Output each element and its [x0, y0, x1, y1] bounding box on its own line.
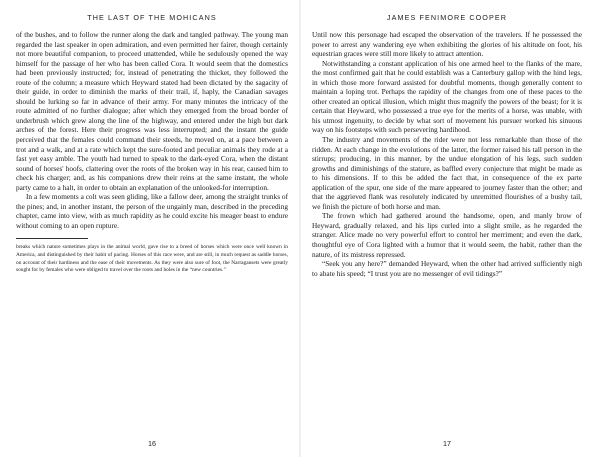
paragraph: Until now this personage had escaped the observation of the travelers. If he possessed the power to arrest any wandering eye when exhibiting the glories of his altitude on foot, his equestrian graces were still more likely to attract attention. [312, 30, 582, 59]
running-head-right: JAMES FENIMORE COOPER [386, 13, 508, 22]
footnote-rule [16, 238, 88, 239]
paragraph: Notwithstanding a constant application of his one armed heel to the flanks of the mare, the most confirmed gait that he could establish was a Canterbury gallop with the hind legs, in which those more forward assisted for doubtful moments, though generally content to maintain a loping trot. Perhaps the rapidity of the changes from one of these paces to the other created an optical illusion, which might thus magnify the powers of the beast; for it is certain that Heyward, who possessed a true eye for the merits of a horse, was unable, with his utmost ingenuity, to decide by what sort of movement his pursuer worked his sinuous way on his footsteps with such persevering hardihood. [312, 58, 582, 135]
page-number-left: 16 [148, 439, 156, 448]
paragraph: In a few moments a colt was seen gliding, like a fallow deer, among the straight trunks of the pines; and, in another instant, the person of the ungainly man, described in the preceding chapter, came into view, with as much rapidity as he could excite his meager beast to endure without coming to an open rupture. [16, 192, 288, 230]
left-body-text [16, 30, 288, 230]
paragraph: “Seek you any here?” demanded Heyward, when the other had arrived sufficiently nigh to abate his speed; “I trust you are no messenger of evil tidings?” [312, 259, 582, 278]
paragraph: The industry and movements of the rider were not less remarkable than those of the ridden. At each change in the evolutions of the latter, the former raised his tall person in the stirrups; producing, in this manner, by the undue elongation of his legs, such sudden growths and diminishings of the stature, as baffled every conjecture that might be made as to his dimensions. If to this be added the fact that, in consequence of the ex parte application of the spur, one side of the mare appeared to journey faster than the other; and that the aggrieved flank was resolutely indicated by unremitted flourishes of a bushy tail, we finish the picture of both horse and man. [312, 135, 582, 211]
page-number-right: 17 [443, 439, 451, 448]
paragraph: of the bushes, and to follow the runner along the dark and tangled pathway. The young man regarded the last speaker in open admiration, and even permitted her fairer, though certainly not more beautiful companion, to proceed unattended, while he sedulously opened the way himself for the passage of her who has been called Cora. It would seem that the domestics had been previously instructed; for, instead of penetrating the thicket, they followed the route of the column; a measure which Heyward stated had been dictated by the sagacity of their guide, in order to diminish the marks of their trail, if, haply, the Canadian savages should be lurking so far in advance of their army. For many minutes the intricacy of the route admitted of no further dialogue; after which they emerged from the broad border of underbrush which grew along the line of the highway, and entered under the high but dark arches of the forest. Here their progress was less interrupted; and the instant the guide perceived that the females could command their steeds, he moved on, at a pace between a trot and a walk, and at a rate which kept the sure-footed and peculiar animals they rode at a fast yet easy amble. The youth had turned to speak to the dark-eyed Cora, when the distant sound of horses' hoofs, clattering over the roots of the broken way in his rear, caused him to check his charger; and, as his companions drew their reins at the same instant, the whole party came to a halt, in order to obtain an explanation of the unlooked-for interruption. [16, 30, 288, 192]
paragraph: The frown which had gathered around the handsome, open, and manly brow of Heyward, gradually relaxed, and his lips curled into a slight smile, as he regarded the stranger. Alice made no very powerful effort to control her merriment; and even the dark, thoughtful eye of Cora lighted with a humor that it would seem, the habit, rather than the nature, of its mistress repressed. [312, 211, 582, 259]
right-page [300, 0, 600, 457]
right-body-text [312, 30, 582, 278]
footnote: breaks which nature sometimes plays in the animal world, gave rise to a breed of horses which were once well known in America, and distinguished by their habit of pacing. Horses of this race were, and are still, in much request as saddle horses, on account of their hardiness and the ease of their movements. As they were also sure of foot, the Narragansets were greatly sought for by females who were obliged to travel over the roots and holes in the “new countries.” [16, 244, 288, 274]
running-head-left: THE LAST OF THE MOHICANS [87, 13, 217, 22]
